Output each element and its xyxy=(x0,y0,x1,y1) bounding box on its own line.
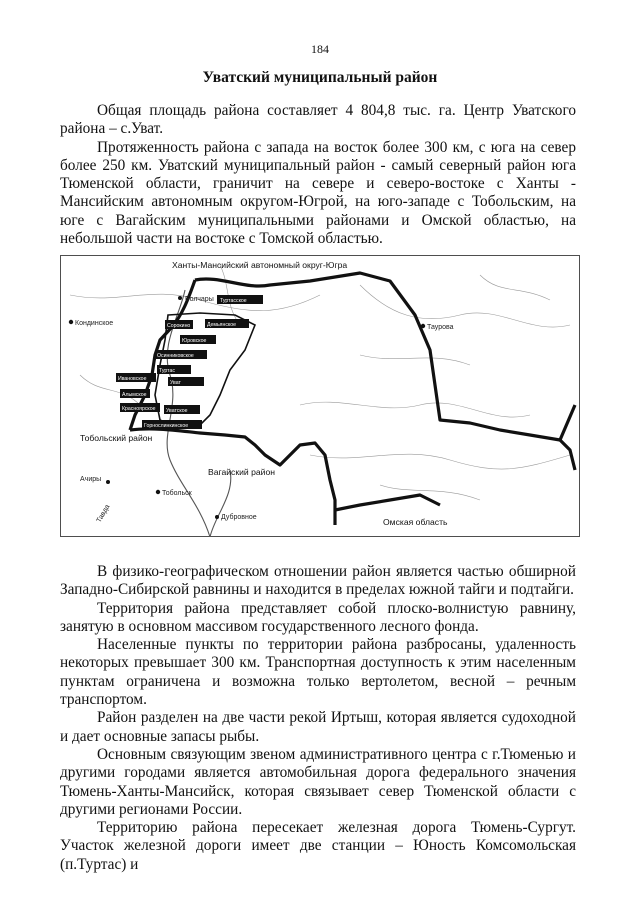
map-label-dubrovnoe: Дубровное xyxy=(221,514,257,521)
map-label-vagaysky-district: Вагайский район xyxy=(208,467,275,477)
paragraph: В физико-географическом отношении район является частью обширной Западно-Сибирской равнины и находится в пределах южной тайги и подтайги. xyxy=(60,563,576,599)
section-title: Уватский муниципальный район xyxy=(202,69,438,86)
settlement-label: Демьянское xyxy=(207,322,237,328)
page-number: 184 xyxy=(311,42,329,56)
map-label-tobolsk: Тобольск xyxy=(162,490,192,497)
map-label-bolchary: Болчары xyxy=(185,296,214,303)
map-label-achiry: Ачиры xyxy=(80,476,102,483)
map-label-tobolsky-district: Тобольский район xyxy=(80,433,153,443)
paragraph: Основным связующим звеном административного центра с г.Тюменью и другими городами является автомобильная дорога федерального значения Тюмень-Ханты-Мансийск, которая связывает север Тюменской области с другими регионами России. xyxy=(60,745,576,818)
settlement-label: Сорокино xyxy=(167,323,191,329)
intro-text xyxy=(60,102,576,248)
settlement-label: Туртас xyxy=(159,368,175,374)
map-label-taurova: Таурова xyxy=(427,324,454,331)
body-text xyxy=(60,563,576,874)
paragraph: Общая площадь района составляет 4 804,8 тыс. га. Центр Уватского района – с.Уват. xyxy=(60,102,576,138)
district-map xyxy=(60,255,580,537)
settlement-label: Осинниковское xyxy=(157,353,194,359)
settlement-label: Красноярское xyxy=(122,406,156,412)
paragraph: Территория района представляет собой плоско-волнистую равнину, занятую в основном массивом государственного лесного фонда. xyxy=(60,599,576,635)
map-label-khmao: Ханты-Мансийский автономный округ-Югра xyxy=(172,260,348,270)
settlement-label: Уват xyxy=(170,380,181,386)
paragraph: Район разделен на две части рекой Иртыш, которая является судоходной и дает основные запасы рыбы. xyxy=(60,709,576,745)
district-map-svg xyxy=(60,255,580,537)
settlement-label: Ивановское xyxy=(118,376,147,382)
settlement-label: Уватское xyxy=(166,408,188,414)
map-label-kondinskoe: Кондинское xyxy=(75,320,114,327)
map-label-tavda: Тавда xyxy=(95,503,112,524)
map-label-omsk-region: Омская область xyxy=(383,517,448,527)
settlement-label: Горнослинкинское xyxy=(144,423,189,429)
paragraph: Территорию района пересекает железная дорога Тюмень-Сургут. Участок железной дороги имеет две станции – Юность Комсомольская (п.Туртас) и xyxy=(60,819,576,873)
settlement-label: Туртасское xyxy=(220,298,247,304)
settlement-label: Юровское xyxy=(182,338,207,344)
settlement-label: Алымское xyxy=(122,392,147,398)
paragraph: Протяженность района с запада на восток более 300 км, с юга на север более 250 км. Уватский муниципальный район - самый северный район юга Тюменской области, граничит на севере и северо-востоке с Ханты - Мансийским автономным округом-Югрой, на юго-западе с Тобольским, на юге с Вагайским муниципальными районами и Омской областью, на небольшой части на востоке с Томской областью. xyxy=(60,138,576,248)
paragraph: Населенные пункты по территории района разбросаны, удаленность некоторых превышает 300 км. Транспортная доступность к этим населенным пунктам ограничена и возможна только вертолетом, весной – речным транспортом. xyxy=(60,636,576,709)
